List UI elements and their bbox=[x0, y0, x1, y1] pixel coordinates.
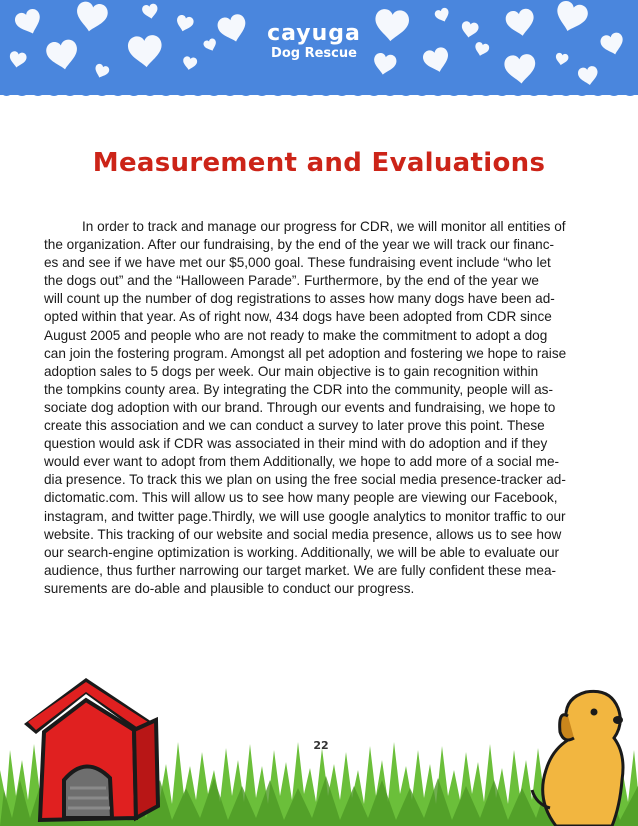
heart-icon bbox=[504, 53, 537, 84]
brand-tagline: Dog Rescue bbox=[271, 46, 357, 61]
heart-icon bbox=[203, 38, 219, 53]
heart-icon bbox=[555, 52, 569, 66]
heart-icon bbox=[473, 41, 490, 57]
heart-icon bbox=[45, 38, 80, 72]
heart-icon bbox=[216, 13, 250, 46]
heart-icon bbox=[577, 65, 599, 86]
dog-icon bbox=[516, 680, 634, 826]
heart-icon bbox=[74, 0, 109, 34]
body-paragraph: In order to track and manage our progress for CDR, we will monitor all entities of the organization. After our fundraising, by the end of the year we will track our financ- es and see if we have met our $5,000 goal. These fundraising event include “who let the dogs out” and the “Halloween Parade”. Furthermore, by the end of the year we will count up the number of dog registrations to asses how many dogs have been ad- opted within that year. As of right now, 434 dogs have been adopted from CDR since August 2005 and people who are not ready to make the commitment to adopt a dog can join the fostering program. Amongst all pet adoption and fostering we hope to raise adoption sales to 5 dogs per week. Our main objective is to gain recognition within the tompkins county area. By integrating the CDR into the community, people will as- sociate dog adoption with our brand. Through our events and fundraising, we hope to create this association and we can conduct a survey to later prove this point. These question would ask if CDR was associated in their mind with do adoption and if they would ever want to adopt from them Additionally, we hope to add more of a social me- dia presence. To track this we plan on using the free social media presence-tracker ad- dictomatic.com. This will allow us to see how many people are viewing our Facebook, instagram, and twitter page.Thirdly, we will use google analytics to monitor traffic to our website. This tracking of our website and social media presence, allows us to see how our search-engine optimization is working. Additionally, we will be able to evaluate our audience, thus further narrowing our target market. We are fully confident these mea- surements are do-able and plausible to conduct our progress. bbox=[44, 219, 567, 596]
heart-icon bbox=[182, 56, 198, 71]
heart-icon bbox=[8, 51, 27, 69]
heart-icon bbox=[460, 21, 479, 39]
banner-scalloped-edge bbox=[0, 88, 638, 102]
heart-icon bbox=[13, 7, 45, 38]
doghouse-icon bbox=[14, 668, 164, 826]
heart-icon bbox=[127, 34, 163, 68]
heart-icon bbox=[374, 8, 410, 42]
header-banner bbox=[0, 0, 638, 95]
page-number: 22 bbox=[313, 739, 329, 752]
brand-name: cayuga bbox=[267, 21, 361, 46]
heart-icon bbox=[504, 8, 536, 39]
heart-icon bbox=[421, 46, 451, 75]
heart-icon bbox=[553, 0, 590, 35]
heart-icon bbox=[599, 31, 626, 57]
heart-icon bbox=[141, 3, 159, 20]
brand-logo bbox=[254, 22, 374, 62]
page-title: Measurement and Evaluations bbox=[92, 148, 546, 178]
heart-icon bbox=[174, 14, 194, 34]
heart-icon bbox=[434, 7, 452, 24]
heart-icon bbox=[93, 63, 111, 80]
heart-icon bbox=[372, 52, 398, 77]
